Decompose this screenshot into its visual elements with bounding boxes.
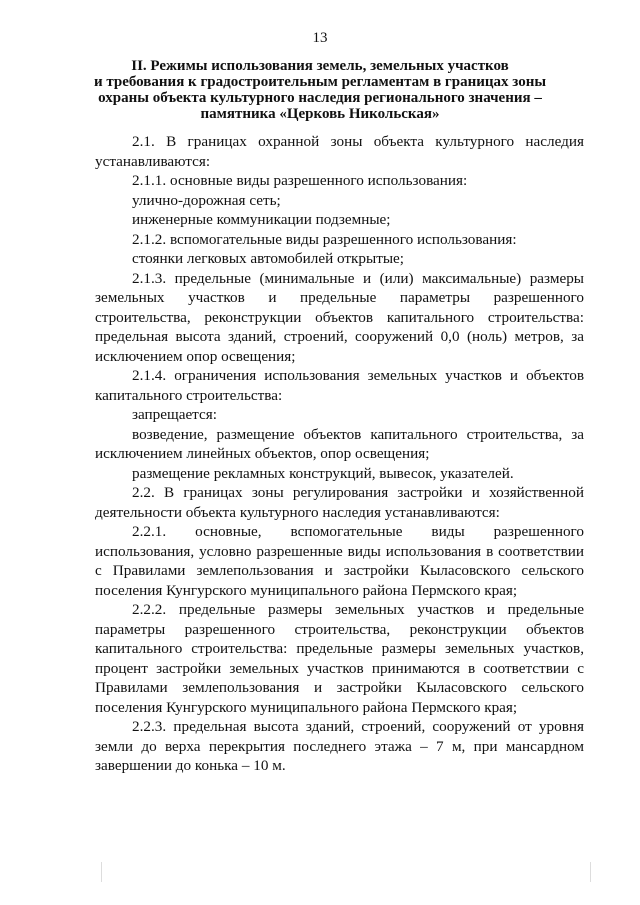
paragraph-2-1-2: 2.1.2. вспомогательные виды разрешенного использования:: [132, 230, 517, 248]
list-item: возведение, размещение объектов капитального строительства, за исключением линейных объектов, опор освещения;: [95, 425, 584, 462]
paragraph-2-1-3: 2.1.3. предельные (минимальные и (или) максимальные) размеры земельных участков и предельные параметры разрешенного строительства, реконструкции объектов капитального строительства: предельная высота зданий, строений, сооружений 0,0 (ноль) метров, за исключением опор освещения;: [95, 269, 584, 365]
list-item: размещение рекламных конструкций, вывесок, указателей.: [132, 464, 514, 482]
paragraph-2-2: 2.2. В границах зоны регулирования застройки и хозяйственной деятельности объекта культурного наследия устанавливаются:: [95, 484, 584, 521]
heading-line: II. Режимы использования земель, земельных участков: [131, 58, 509, 74]
paragraph-2-1-1: 2.1.1. основные виды разрешенного использования:: [132, 172, 468, 189]
paragraph-2-2-2: 2.2.2. предельные размеры земельных участков и предельные параметры разрешенного строительства, реконструкции объектов капитального строительства: предельные размеры земельных участков, процент застройки земельных участков принимаются в соответствии с Правилами землепользования и застройки Кыласовского сельского поселения Кунгурского муниципального района Пермского края;: [95, 601, 584, 716]
paragraph-2-2-3: 2.2.3. предельная высота зданий, строений, сооружений от уровня земли до верха перекрытия последнего этажа – 7 м, при мансардном завершении до конька – 10 м.: [95, 718, 584, 774]
scan-margin-line: [590, 862, 591, 882]
page-number: 13: [312, 30, 328, 46]
list-item: улично-дорожная сеть;: [132, 191, 281, 209]
scan-margin-line: [101, 862, 102, 882]
paragraph-2-1-4: 2.1.4. ограничения использования земельных участков и объектов капитального строительства:: [95, 367, 584, 404]
paragraph-2-2-1: 2.2.1. основные, вспомогательные виды разрешенного использования, условно разрешенные виды использования в соответствии с Правилами землепользования и застройки Кыласовского сельского поселения Кунгурского муниципального района Пермского края;: [95, 523, 584, 599]
section-heading: [60, 58, 580, 122]
heading-line: памятника «Церковь Никольская»: [200, 106, 440, 122]
list-item: инженерные коммуникации подземные;: [132, 211, 391, 228]
heading-line: охраны объекта культурного наследия регионального значения –: [98, 90, 542, 106]
paragraph-2-1: 2.1. В границах охранной зоны объекта культурного наследия устанавливаются:: [95, 133, 584, 170]
document-body: [95, 132, 584, 776]
heading-line: и требования к градостроительным регламентам в границах зоны: [93, 74, 547, 90]
list-item: стоянки легковых автомобилей открытые;: [132, 250, 405, 267]
list-item: запрещается:: [132, 406, 217, 423]
